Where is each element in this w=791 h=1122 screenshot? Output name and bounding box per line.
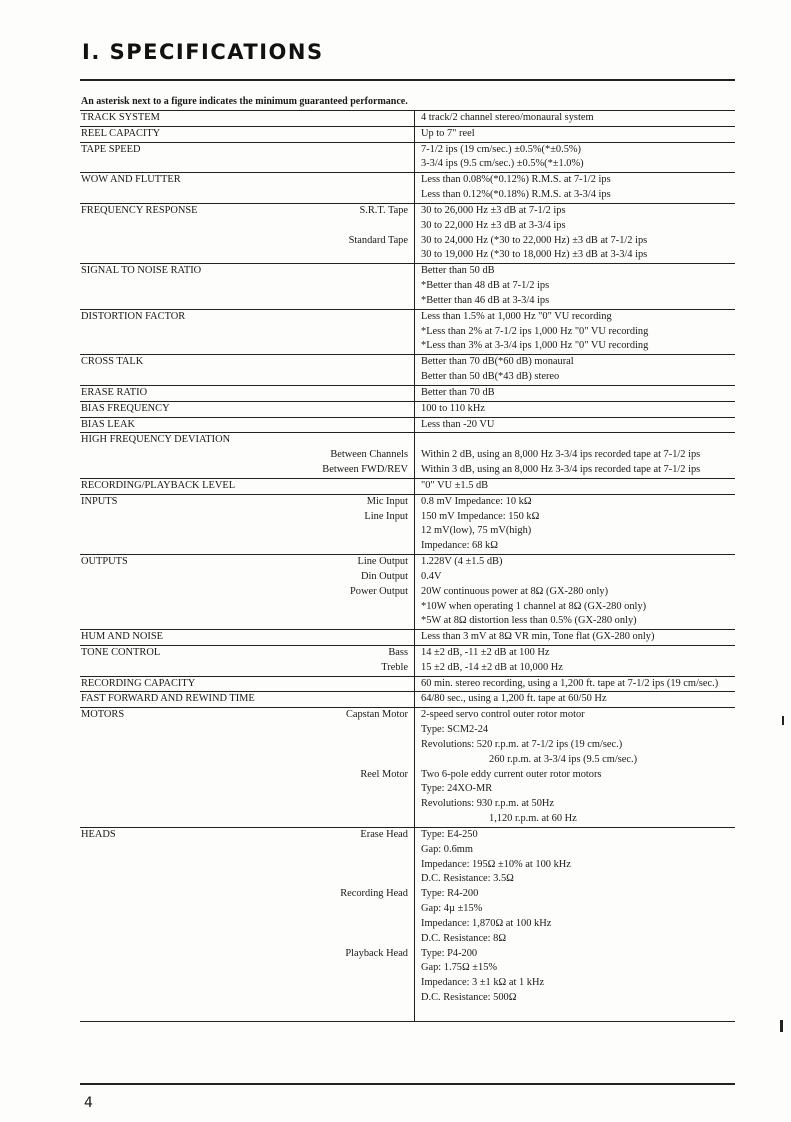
spec-value	[421, 1006, 735, 1021]
spec-subitem	[237, 188, 408, 203]
spec-value: Type: 24XO-MR	[421, 783, 493, 795]
spec-values	[414, 708, 735, 827]
spec-subitem	[237, 1006, 408, 1021]
spec-subitem	[237, 692, 408, 707]
spec-name	[80, 386, 237, 401]
spec-subitem	[237, 294, 408, 309]
spec-value	[421, 433, 735, 448]
spec-subitem	[237, 264, 408, 279]
spec-value: Impedance: 1,870Ω at 100 kHz	[421, 917, 552, 929]
spec-value: 30 to 19,000 Hz (*30 to 18,000 Hz) ±3 dB at 3-3/4 ips	[421, 249, 648, 261]
spec-section	[80, 629, 735, 645]
spec-subitem	[237, 991, 408, 1006]
spec-subitem	[237, 843, 408, 858]
spec-subitems	[237, 418, 414, 433]
spec-subitem	[237, 433, 408, 448]
spec-section	[80, 172, 735, 203]
spec-subitems	[237, 173, 414, 203]
spec-value: 60 min. stereo recording, using a 1,200 ft. tape at 7-1/2 ips (19 cm/sec.)	[421, 677, 719, 689]
spec-section	[80, 494, 735, 554]
spec-subitem	[237, 976, 408, 991]
spec-name	[80, 310, 237, 354]
spec-name-label: HUM AND NOISE	[81, 631, 163, 643]
spec-subitem: Line Output	[357, 556, 408, 568]
spec-subitems	[237, 555, 414, 629]
spec-value: D.C. Resistance: 3.5Ω	[421, 873, 514, 885]
spec-subitems	[237, 386, 414, 401]
spec-name-label: HEADS	[81, 828, 116, 840]
spec-section	[80, 110, 735, 126]
spec-subitem	[237, 248, 408, 263]
spec-value: Less than 0.08%(*0.12%) R.M.S. at 7-1/2 ips	[421, 174, 611, 186]
spec-value: 30 to 24,000 Hz (*30 to 22,000 Hz) ±3 dB at 7-1/2 ips	[421, 234, 648, 246]
spec-section	[80, 354, 735, 385]
scan-speck	[782, 716, 784, 725]
spec-subitems	[237, 127, 414, 142]
spec-subitem	[237, 339, 408, 354]
spec-subitem	[237, 917, 408, 932]
spec-value: Revolutions: 930 r.p.m. at 50Hz	[421, 798, 555, 810]
spec-subitem	[237, 418, 408, 433]
spec-subitem	[237, 614, 408, 629]
spec-value: *Less than 3% at 3-3/4 ips 1,000 Hz "0" VU recording	[421, 340, 649, 352]
spec-subitem	[237, 402, 408, 417]
spec-name	[80, 433, 237, 477]
spec-value: Up to 7" reel	[421, 127, 475, 139]
spec-name-label: CROSS TALK	[81, 356, 144, 368]
spec-subitems	[237, 495, 414, 554]
spec-subitem	[237, 127, 408, 142]
spec-name-label: FAST FORWARD AND REWIND TIME	[81, 693, 255, 705]
spec-subitems	[237, 630, 414, 645]
spec-value: Less than 1.5% at 1,000 Hz "0" VU recording	[421, 310, 612, 322]
spec-value: 0.4V	[421, 570, 442, 582]
spec-section	[80, 203, 735, 263]
spec-values	[414, 479, 735, 494]
spec-name-label: TRACK SYSTEM	[81, 112, 160, 123]
spec-name	[80, 127, 237, 142]
spec-value: Impedance: 3 ±1 kΩ at 1 kHz	[421, 977, 545, 989]
spec-name-label: FREQUENCY RESPONSE	[81, 204, 198, 216]
spec-name-label: SIGNAL TO NOISE RATIO	[81, 265, 202, 277]
spec-subitem	[237, 812, 408, 827]
spec-subitem	[237, 157, 408, 172]
spec-section	[80, 478, 735, 494]
spec-subitems	[237, 708, 414, 827]
spec-value: 14 ±2 dB, -11 ±2 dB at 100 Hz	[421, 646, 550, 658]
spec-subitems	[237, 310, 414, 354]
spec-values	[414, 402, 735, 417]
spec-name	[80, 479, 237, 494]
spec-subitem: Din Output	[360, 570, 408, 582]
spec-subitems	[237, 111, 414, 126]
spec-subitem	[237, 386, 408, 401]
spec-section	[80, 263, 735, 308]
spec-subitem	[237, 143, 408, 158]
spec-subitem	[237, 219, 408, 234]
spec-section	[80, 691, 735, 707]
top-rule	[80, 79, 735, 81]
spec-subitem: Power Output	[349, 585, 408, 597]
spec-subitem	[237, 932, 408, 947]
spec-subitem	[237, 902, 408, 917]
spec-section	[80, 401, 735, 417]
spec-values	[414, 127, 735, 142]
spec-value: 260 r.p.m. at 3-3/4 ips (9.5 cm/sec.)	[489, 753, 638, 765]
spec-subitem	[237, 370, 408, 385]
spec-section	[80, 142, 735, 173]
spec-value: 100 to 110 kHz	[421, 402, 485, 414]
page-number: 4	[84, 1095, 93, 1111]
spec-value: D.C. Resistance: 8Ω	[421, 932, 507, 944]
spec-subitem	[237, 858, 408, 873]
spec-subitems	[237, 677, 414, 692]
spec-name-label: ERASE RATIO	[81, 386, 148, 398]
spec-subitem: Standard Tape	[348, 234, 408, 246]
spec-value: Better than 70 dB(*60 dB) monaural	[421, 356, 574, 368]
spec-subitem	[237, 111, 408, 126]
spec-value: Within 3 dB, using an 8,000 Hz 3-3/4 ips recorded tape at 7-1/2 ips	[421, 464, 701, 476]
spec-value: 20W continuous power at 8Ω (GX-280 only)	[421, 585, 609, 597]
spec-name	[80, 495, 237, 554]
spec-values	[414, 418, 735, 433]
spec-subitems	[237, 828, 414, 1021]
spec-name	[80, 111, 237, 126]
spec-value: "0" VU ±1.5 dB	[421, 479, 489, 491]
spec-values	[414, 646, 735, 676]
spec-name	[80, 402, 237, 417]
spec-subitem: Treble	[381, 661, 408, 673]
specifications-table	[80, 110, 735, 1022]
spec-name	[80, 677, 237, 692]
spec-values	[414, 555, 735, 629]
spec-value: 1.228V (4 ±1.5 dB)	[421, 556, 503, 568]
spec-subitems	[237, 646, 414, 676]
spec-name	[80, 355, 237, 385]
spec-value: Less than 0.12%(*0.18%) R.M.S. at 3-3/4 ips	[421, 189, 611, 201]
spec-name	[80, 828, 237, 1021]
spec-subitem: S.R.T. Tape	[359, 204, 408, 216]
spec-subitem	[237, 173, 408, 188]
spec-subitem	[237, 782, 408, 797]
spec-value: Gap: 1.75Ω ±15%	[421, 962, 498, 974]
spec-value: 150 mV Impedance: 150 kΩ	[421, 510, 540, 522]
spec-values	[414, 204, 735, 263]
spec-value: 3-3/4 ips (9.5 cm/sec.) ±0.5%(*±1.0%)	[421, 158, 584, 170]
spec-name-label: RECORDING CAPACITY	[81, 677, 196, 689]
spec-section	[80, 126, 735, 142]
spec-subitems	[237, 402, 414, 417]
spec-values	[414, 310, 735, 354]
spec-name	[80, 264, 237, 308]
spec-section	[80, 645, 735, 676]
spec-value: 30 to 22,000 Hz ±3 dB at 3-3/4 ips	[421, 219, 566, 231]
spec-values	[414, 433, 735, 477]
spec-subitems	[237, 479, 414, 494]
spec-name-label: WOW AND FLUTTER	[81, 174, 181, 186]
spec-name	[80, 646, 237, 676]
spec-name	[80, 418, 237, 433]
spec-name	[80, 173, 237, 203]
spec-section	[80, 417, 735, 433]
spec-subitems	[237, 264, 414, 308]
spec-section	[80, 554, 735, 629]
spec-subitem	[237, 479, 408, 494]
spec-subitem	[237, 600, 408, 615]
spec-value: *Better than 46 dB at 3-3/4 ips	[421, 294, 550, 306]
spec-values	[414, 630, 735, 645]
spec-values	[414, 355, 735, 385]
spec-subitem	[237, 753, 408, 768]
spec-section	[80, 827, 735, 1022]
spec-value: 15 ±2 dB, -14 ±2 dB at 10,000 Hz	[421, 661, 563, 673]
spec-subitem: Bass	[388, 646, 408, 658]
spec-name-label: BIAS LEAK	[81, 418, 135, 430]
spec-subitems	[237, 355, 414, 385]
spec-name-label: MOTORS	[81, 709, 125, 721]
spec-values	[414, 173, 735, 203]
spec-subitem: Between Channels	[330, 449, 408, 461]
spec-name-label: OUTPUTS	[81, 556, 128, 568]
spec-value: Within 2 dB, using an 8,000 Hz 3-3/4 ips recorded tape at 7-1/2 ips	[421, 449, 701, 461]
spec-value: Impedance: 68 kΩ	[421, 540, 498, 552]
spec-section	[80, 432, 735, 477]
spec-value: 0.8 mV Impedance: 10 kΩ	[421, 495, 532, 507]
scan-speck	[780, 1020, 783, 1032]
spec-value: *10W when operating 1 channel at 8Ω (GX-280 only)	[421, 600, 647, 612]
spec-subitems	[237, 692, 414, 707]
spec-subitem	[237, 539, 408, 554]
spec-subitem: Reel Motor	[360, 768, 408, 780]
spec-subitem	[237, 872, 408, 887]
spec-subitem	[237, 738, 408, 753]
spec-subitems	[237, 204, 414, 263]
spec-name	[80, 630, 237, 645]
spec-value: Gap: 0.6mm	[421, 843, 473, 855]
spec-name-label: DISTORTION FACTOR	[81, 310, 186, 322]
spec-values	[414, 386, 735, 401]
spec-value: Type: SCM2-24	[421, 724, 489, 736]
spec-value: 1,120 r.p.m. at 60 Hz	[489, 813, 577, 825]
spec-value: D.C. Resistance: 500Ω	[421, 992, 517, 1004]
spec-values	[414, 143, 735, 173]
spec-name-label: INPUTS	[81, 495, 118, 507]
spec-subitem: Erase Head	[360, 828, 408, 840]
spec-value: 12 mV(low), 75 mV(high)	[421, 525, 532, 537]
spec-name-label: BIAS FREQUENCY	[81, 402, 170, 414]
spec-name-label: TONE CONTROL	[81, 646, 161, 658]
spec-value: *Less than 2% at 7-1/2 ips 1,000 Hz "0" VU recording	[421, 325, 649, 337]
spec-value: Type: R4-200	[421, 888, 479, 900]
spec-subitem	[237, 325, 408, 340]
spec-value: *Better than 48 dB at 7-1/2 ips	[421, 280, 550, 292]
spec-value: Type: P4-200	[421, 947, 478, 959]
spec-subitem: Playback Head	[345, 947, 408, 959]
spec-value: Less than -20 VU	[421, 418, 495, 430]
spec-subitem: Line Input	[364, 510, 408, 522]
spec-name-label: RECORDING/PLAYBACK LEVEL	[81, 479, 236, 491]
spec-subitem	[237, 677, 408, 692]
spec-values	[414, 264, 735, 308]
spec-subitems	[237, 433, 414, 477]
spec-name-label: HIGH FREQUENCY DEVIATION	[81, 434, 231, 446]
spec-subitem: Recording Head	[340, 888, 408, 900]
spec-value: 64/80 sec., using a 1,200 ft. tape at 60/50 Hz	[421, 693, 607, 705]
spec-value: Better than 50 dB	[421, 265, 495, 277]
spec-subitem	[237, 797, 408, 812]
page-title: I. SPECIFICATIONS	[82, 40, 324, 64]
spec-value: Gap: 4µ ±15%	[421, 903, 483, 915]
spec-values	[414, 111, 735, 126]
spec-section	[80, 385, 735, 401]
spec-section	[80, 309, 735, 354]
spec-subitem	[237, 524, 408, 539]
spec-name	[80, 692, 255, 707]
spec-subitem	[237, 279, 408, 294]
spec-value: Impedance: 195Ω ±10% at 100 kHz	[421, 858, 571, 870]
spec-subitem: Mic Input	[366, 495, 408, 507]
spec-value: *5W at 8Ω distortion less than 0.5% (GX-280 only)	[421, 615, 637, 627]
spec-name	[80, 204, 237, 263]
spec-subitem	[237, 723, 408, 738]
spec-section	[80, 676, 735, 692]
spec-value: Better than 50 dB(*43 dB) stereo	[421, 371, 560, 383]
spec-name	[80, 555, 237, 629]
spec-subitems	[237, 143, 414, 173]
spec-subitem: Between FWD/REV	[322, 464, 408, 476]
spec-section	[80, 707, 735, 827]
spec-subitem	[237, 310, 408, 325]
spec-value: 30 to 26,000 Hz ±3 dB at 7-1/2 ips	[421, 204, 566, 216]
spec-subitem	[237, 630, 408, 645]
spec-values	[414, 828, 735, 1021]
spec-values	[414, 495, 735, 554]
spec-subitem: Capstan Motor	[345, 709, 408, 721]
spec-name-label: TAPE SPEED	[81, 143, 141, 155]
spec-value: 7-1/2 ips (19 cm/sec.) ±0.5%(*±0.5%)	[421, 143, 582, 155]
spec-value: Revolutions: 520 r.p.m. at 7-1/2 ips (19 cm/sec.)	[421, 738, 623, 750]
spec-subitem	[237, 961, 408, 976]
spec-value: 4 track/2 channel stereo/monaural system	[421, 112, 594, 123]
spec-name	[80, 143, 237, 173]
spec-value: Better than 70 dB	[421, 386, 495, 398]
spec-values	[414, 677, 735, 692]
asterisk-note: An asterisk next to a figure indicates the minimum guaranteed performance.	[81, 96, 408, 107]
spec-subitem	[237, 355, 408, 370]
spec-name-label: REEL CAPACITY	[81, 127, 161, 139]
spec-value: Less than 3 mV at 8Ω VR min, Tone flat (GX-280 only)	[421, 631, 655, 643]
spec-values	[414, 692, 735, 707]
spec-name	[80, 708, 237, 827]
spec-value: Two 6-pole eddy current outer rotor motors	[421, 768, 602, 780]
bottom-rule	[80, 1083, 735, 1085]
spec-value: 2-speed servo control outer rotor motor	[421, 709, 585, 721]
spec-value: Type: E4-250	[421, 828, 478, 840]
